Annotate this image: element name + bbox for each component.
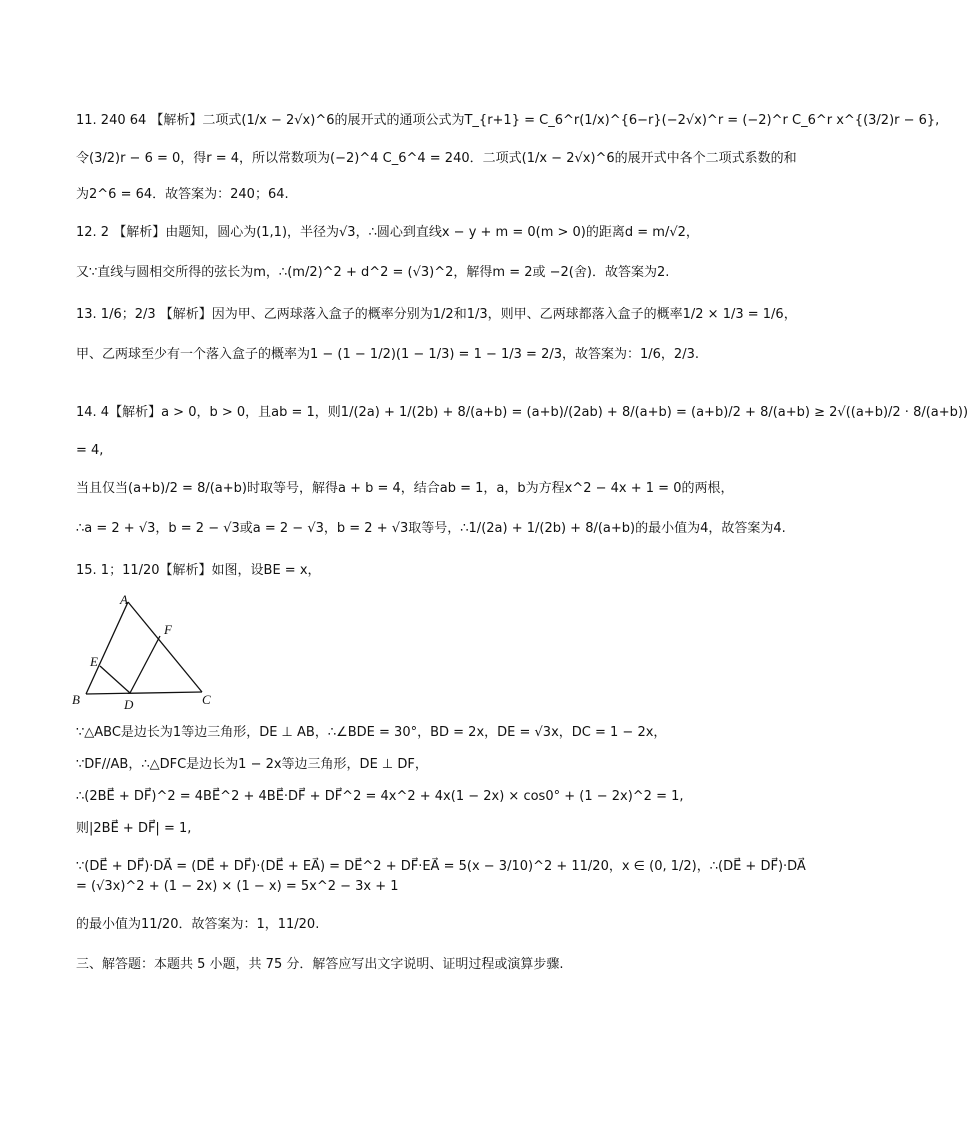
segment-ab (86, 602, 128, 694)
section-three-heading: 三、解答题：本题共 5 小题，共 75 分．解答应写出文字说明、证明过程或演算步骤. (76, 957, 564, 972)
label-f: F (164, 622, 172, 637)
label-e: E (90, 654, 98, 669)
solution-15-line-3: ∴(2BE⃗ + DF⃗)^2 = 4BE⃗^2 + 4BE⃗·DF⃗ + DF⃗^2 = 4x^2 + 4x(1 − 2x) × cos0° + (1 − 2x)^2 = 1, (76, 789, 684, 804)
segment-bc (86, 692, 202, 694)
solution-13-line-2: 甲、乙两球至少有一个落入盒子的概率为1 − (1 − 1/2)(1 − 1/3) = 1 − 1/3 = 2/3，故答案为：1/6，2/3. (76, 347, 699, 362)
label-d: D (124, 697, 134, 712)
solution-15-line-6: = (√3x)^2 + (1 − 2x) × (1 − x) = 5x^2 − 3x + 1 (76, 879, 399, 894)
segment-ac (128, 602, 202, 692)
label-b: B (72, 692, 80, 707)
solution-14-line-3: 当且仅当(a+b)/2 = 8/(a+b)时取等号，解得a + b = 4，结合ab = 1，a，b为方程x^2 − 4x + 1 = 0的两根， (76, 481, 734, 496)
solution-12-line-1: 12. 2 【解析】由题知，圆心为(1,1)，半径为√3，∴圆心到直线x − y + m = 0(m > 0)的距离d = m/√2， (76, 225, 699, 240)
solution-15-line-4: 则|2BE⃗ + DF⃗| = 1, (76, 821, 192, 836)
solution-11-line-2: 令(3/2)r − 6 = 0，得r = 4，所以常数项为(−2)^4 C_6^4 = 240．二项式(1/x − 2√x)^6的展开式中各个二项式系数的和 (76, 151, 797, 166)
solution-15-line-5: ∵(DE⃗ + DF⃗)·DA⃗ = (DE⃗ + DF⃗)·(DE⃗ + EA⃗) = DE⃗^2 + DF⃗·EA⃗ = 5(x − 3/10)^2 + 11/20，x ∈ (0, 1/2)，∴(DE⃗ + DF⃗)·DA⃗ (76, 859, 806, 874)
solution-12-line-2: 又∵直线与圆相交所得的弦长为m，∴(m/2)^2 + d^2 = (√3)^2，解得m = 2或 −2(舍)．故答案为2. (76, 265, 670, 280)
solution-15-line-1: ∵△ABC是边长为1等边三角形，DE ⊥ AB，∴∠BDE = 30°，BD = 2x，DE = √3x，DC = 1 − 2x， (76, 725, 667, 740)
solution-11-line-3: 为2^6 = 64．故答案为：240；64. (76, 187, 289, 202)
label-c: C (202, 692, 211, 707)
segment-df (130, 636, 160, 693)
segment-de (100, 666, 130, 693)
solution-14-line-1: 14. 4【解析】a > 0，b > 0，且ab = 1，则1/(2a) + 1/(2b) + 8/(a+b) = (a+b)/(2ab) + 8/(a+b) = (a+b)/2 + 8/(a+b) ≥ 2√((a+b)/2 · 8/(a+b)) (76, 405, 968, 420)
solution-15-line-7: 的最小值为11/20．故答案为：1，11/20. (76, 917, 320, 932)
label-a: A (120, 592, 128, 607)
solution-13-line-1: 13. 1/6；2/3 【解析】因为甲、乙两球落入盒子的概率分别为1/2和1/3，则甲、乙两球都落入盒子的概率1/2 × 1/3 = 1/6， (76, 307, 797, 322)
solution-15-line-2: ∵DF//AB，∴△DFC是边长为1 − 2x等边三角形，DE ⊥ DF， (76, 757, 428, 772)
solution-15-heading: 15. 1；11/20【解析】如图，设BE = x， (76, 563, 321, 578)
triangle-figure (66, 590, 226, 710)
solution-11-line-1: 11. 240 64 【解析】二项式(1/x − 2√x)^6的展开式的通项公式为T_{r+1} = C_6^r(1/x)^{6−r}(−2√x)^r = (−2)^r C_6^r x^{(3/2)r − 6}, (76, 113, 940, 128)
solution-14-line-4: ∴a = 2 + √3，b = 2 − √3或a = 2 − √3，b = 2 + √3取等号，∴1/(2a) + 1/(2b) + 8/(a+b)的最小值为4，故答案为4. (76, 521, 786, 536)
solution-14-line-2: = 4, (76, 443, 104, 458)
